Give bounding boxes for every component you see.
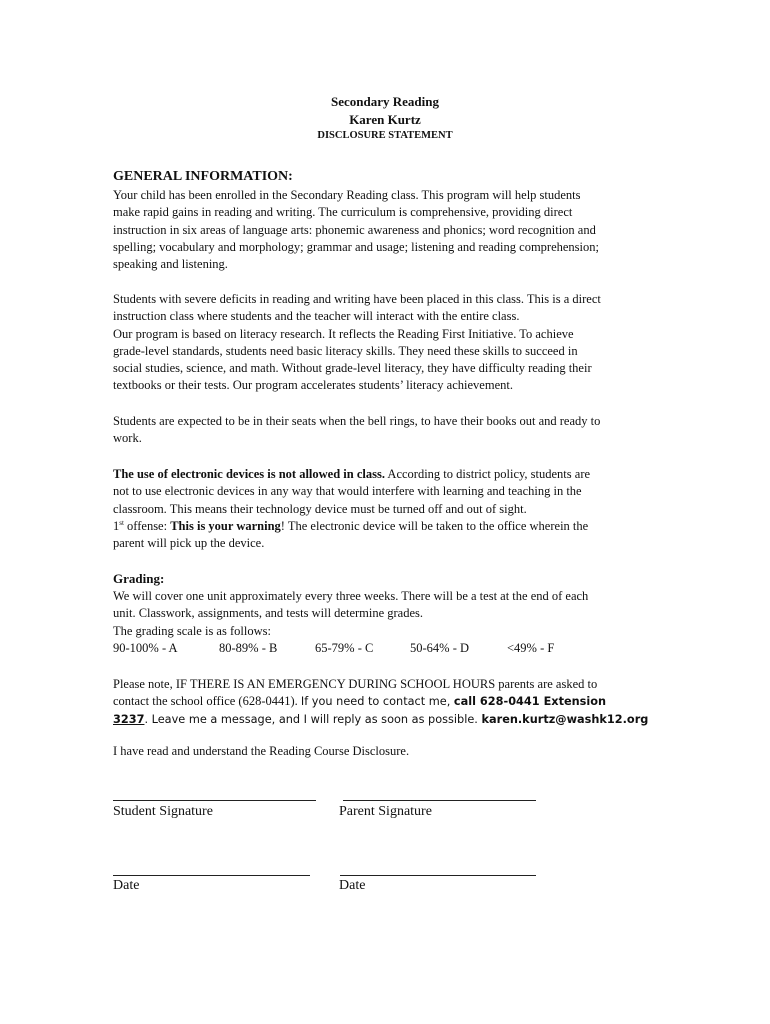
author-name: Karen Kurtz	[349, 112, 421, 127]
grade-scale-c: 65-79% - C	[315, 641, 374, 655]
extension-number: 3237	[113, 712, 145, 726]
contact-instruction: If you need to contact me,	[300, 695, 454, 709]
offense-ordinal: st	[119, 518, 124, 527]
text-line: work.	[113, 431, 142, 446]
text-line	[113, 711, 648, 728]
text-line: instruction in six areas of language arts: phonemic awareness and phonics; word recognition and	[113, 222, 596, 237]
grade-scale-b: 80-89% - B	[219, 641, 278, 655]
grade-scale-a: 90-100% - A	[113, 641, 178, 655]
emergency-paragraph	[113, 676, 648, 728]
email-address[interactable]: karen.kurtz@washk12.org	[481, 712, 649, 726]
text-line: social studies, science, and math. Without grade-level literacy, they have difficulty reading their	[113, 361, 592, 376]
devices-rule: The use of electronic devices is not allowed in class.	[113, 467, 385, 481]
offense-consequence: ! The electronic device will be taken to the office wherein the	[280, 518, 589, 533]
school-office-contact: contact the school office (628-0441).	[113, 694, 301, 709]
grade-scale-d: 50-64% - D	[410, 641, 470, 655]
text-line: Students are expected to be in their seats when the bell rings, to have their books out and ready to	[113, 414, 601, 428]
student-signature-line[interactable]	[113, 800, 316, 801]
phone-extension: call 628-0441 Extension	[453, 695, 607, 709]
devices-paragraph	[113, 466, 590, 552]
general-paragraph-2	[113, 291, 601, 395]
message-instruction: . Leave me a message, and I will reply as soon as possible.	[144, 712, 482, 726]
text-line: Please note, IF THERE IS AN EMERGENCY DURING SCHOOL HOURS parents are asked to	[113, 677, 598, 691]
general-paragraph-3	[113, 413, 600, 448]
parent-date-line[interactable]	[340, 875, 536, 876]
text-line: textbooks or their tests. Our program accelerates students’ literacy achievement.	[113, 378, 513, 393]
offense-number: 1	[113, 518, 120, 533]
grading-heading: Grading:	[113, 571, 165, 586]
grading-paragraph	[113, 588, 588, 640]
text-line: Our program is based on literacy research. It reflects the Reading First Initiative. To achieve	[113, 326, 574, 341]
text-line: make rapid gains in reading and writing. The curriculum is comprehensive, providing direct	[113, 205, 573, 220]
text-line: unit. Classwork, assignments, and tests will determine grades.	[113, 606, 424, 621]
student-signature-label: Student Signature	[113, 804, 213, 819]
text-line: instruction class where students and the teacher will interact with the entire class.	[113, 309, 520, 324]
general-paragraph-1	[113, 187, 599, 273]
text-line	[113, 466, 590, 483]
text-line: spelling; vocabulary and morphology; grammar and usage; listening and reading comprehension;	[113, 239, 599, 254]
text-line: parent will pick up the device.	[113, 536, 265, 551]
text-line: Students with severe deficits in reading and writing have been placed in this class. This is a direct	[113, 292, 601, 306]
text-line: We will cover one unit approximately every three weeks. There will be a test at the end of each	[113, 589, 589, 603]
student-date-line[interactable]	[113, 875, 310, 876]
parent-date-label: Date	[339, 878, 366, 893]
text-line: The grading scale is as follows:	[113, 623, 271, 638]
warning-text: This is your warning	[170, 518, 281, 533]
text-line: speaking and listening.	[113, 257, 228, 272]
grade-scale-f: <49% - F	[507, 641, 555, 655]
text-line: grade-level standards, students need basic literacy skills. They need these skills to succeed in	[113, 343, 578, 358]
document-title: Secondary Reading	[331, 94, 439, 109]
text-line	[113, 693, 648, 710]
offense-label: offense:	[123, 518, 171, 533]
parent-signature-line[interactable]	[343, 800, 536, 801]
parent-signature-label: Parent Signature	[339, 804, 432, 819]
general-info-heading: GENERAL INFORMATION:	[113, 169, 293, 184]
text-line: classroom. This means their technology device must be turned off and out of sight.	[113, 501, 527, 516]
student-date-label: Date	[113, 878, 140, 893]
text-line	[113, 518, 590, 535]
devices-policy: According to district policy, students are	[384, 467, 591, 481]
text-line: Your child has been enrolled in the Secondary Reading class. This program will help students	[113, 188, 581, 202]
text-line: not to use electronic devices in any way that would interfere with learning and teaching in the	[113, 484, 582, 499]
acknowledgement-text: I have read and understand the Reading Course Disclosure.	[113, 744, 410, 758]
document-subtitle: DISCLOSURE STATEMENT	[317, 130, 453, 141]
